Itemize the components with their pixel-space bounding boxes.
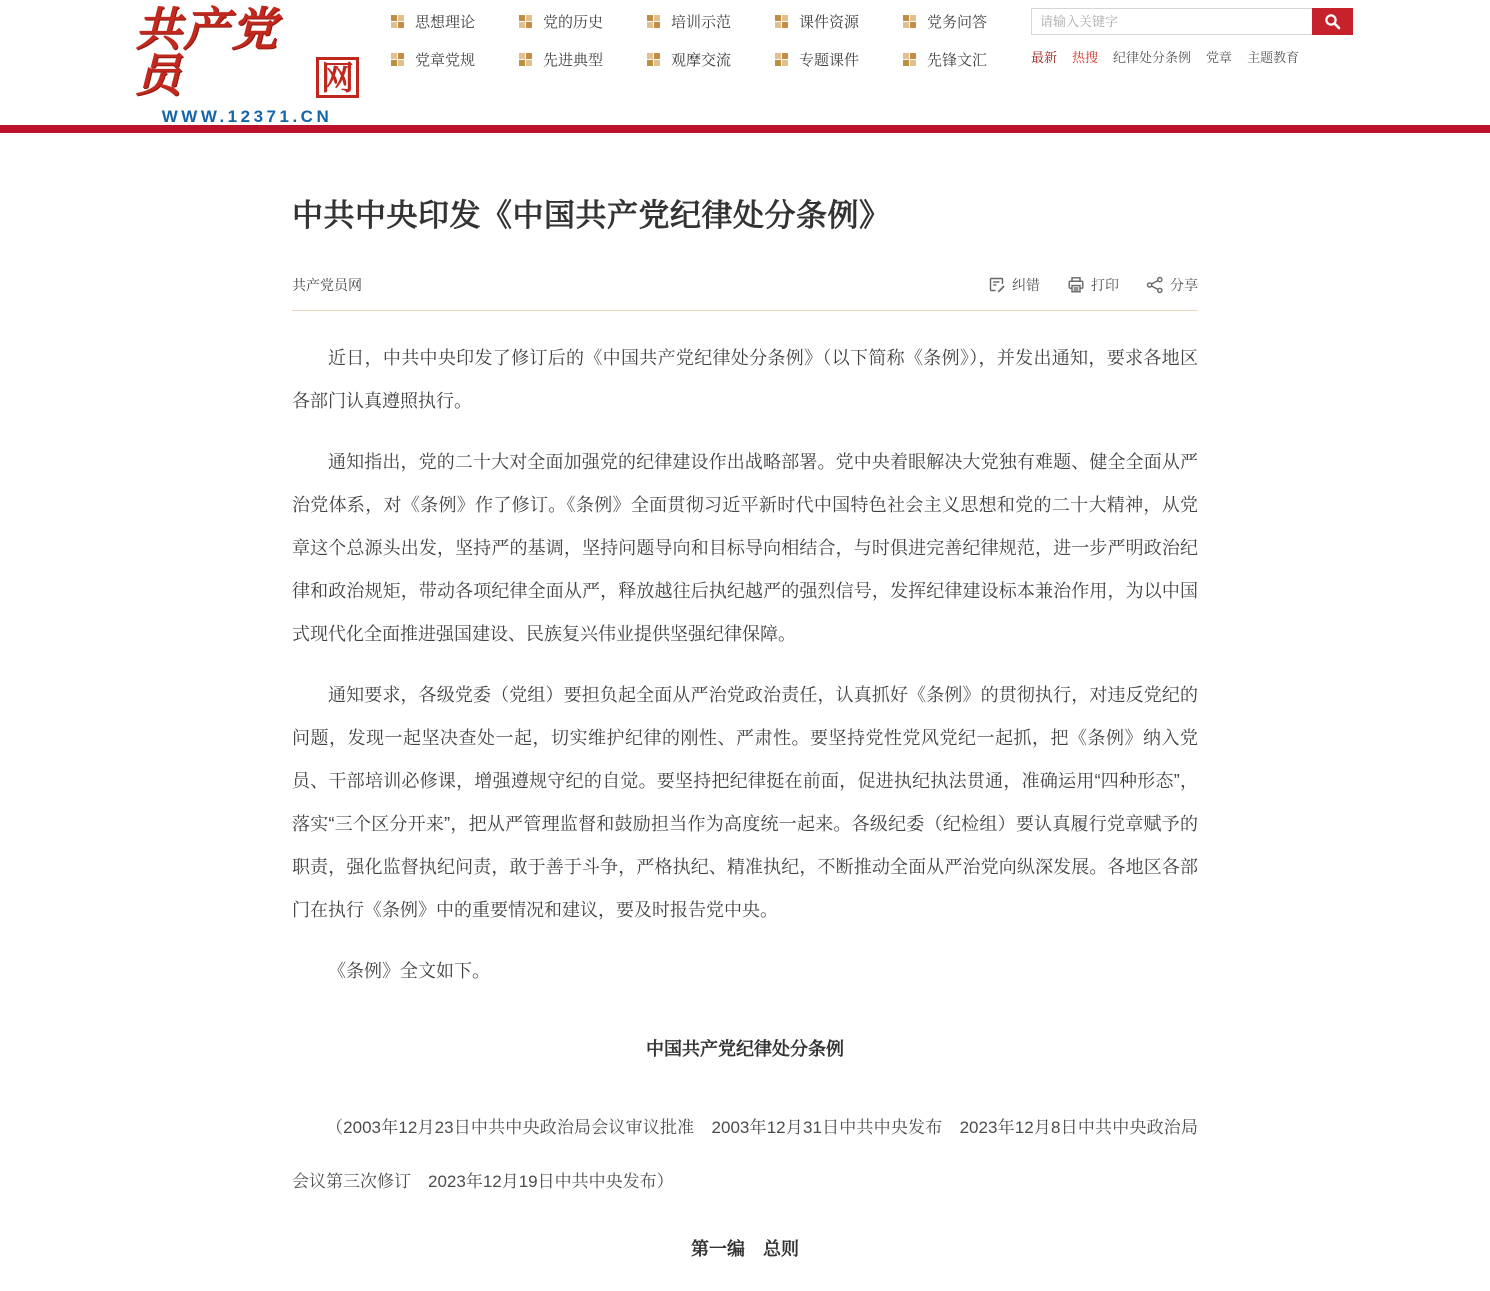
nav-item-exchange[interactable] [647,49,775,70]
logo-brand [135,3,359,101]
search-button[interactable] [1312,8,1353,35]
grid-icon [519,53,532,66]
page-title: 中共中央印发《中国共产党纪律处分条例》 [292,198,891,233]
grid-icon [391,15,404,28]
hot-link-party-constitution[interactable]: 党章 [1206,50,1233,65]
nav-item-label: 专题课件 [799,52,860,69]
nav-item-label: 思想理论 [415,14,476,31]
hot-link-trending[interactable]: 热搜 [1072,50,1099,65]
article-container [292,133,1198,1261]
paragraph-notice-points: 通知指出，党的二十大对全面加强党的纪律建设作出战略部署。党中央着眼解决大党独有难题、健全全面从严治党体系，对《条例》作了修订。《条例》全面贯彻习近平新时代中国特色社会主义思想和党的二十大精神，从党章这个总源头出发，坚持严的基调，坚持问题导向和目标导向相结合，与时俱进完善纪律规范，进一步严明政治纪律和政治规矩，带动各项纪律全面从严，释放越往后执纪越严的强烈信号，发挥纪律建设标本兼治作用，为以中国式现代化全面推进强国建设、民族复兴伟业提供坚强纪律保障。 [292,452,1198,644]
logo-brand-text: 共产党员 [135,3,279,101]
grid-icon [519,15,532,28]
correction-edit-icon [988,276,1006,294]
search-area [1031,8,1353,66]
section-heading-part-one: 第一编 总则 [691,1239,799,1259]
grid-icon [903,15,916,28]
logo-url-text: WWW.12371.CN [161,107,333,126]
share-icon [1146,276,1164,294]
nav-item-label: 党的历史 [543,14,604,31]
regulations-title: 中国共产党纪律处分条例 [646,1039,844,1059]
nav-item-label: 先进典型 [543,52,604,69]
logo-seal-character: 网 [316,57,359,98]
article-body [292,311,1198,1261]
site-header [0,0,1490,125]
nav-item-label: 观摩交流 [671,52,732,69]
share-label: 分享 [1170,277,1198,293]
paragraph-fulltext-lead: 《条例》全文如下。 [328,961,490,981]
nav-item-advanced-models[interactable] [519,49,647,70]
grid-icon [647,53,660,66]
share-button[interactable] [1146,275,1198,295]
nav-item-label: 党章党规 [415,52,476,69]
hot-link-latest[interactable]: 最新 [1031,50,1058,65]
nav-item-courseware[interactable] [775,11,903,32]
nav-item-pioneer-collection[interactable] [903,49,1031,70]
nav-item-party-history[interactable] [519,11,647,32]
nav-item-label: 党务问答 [927,14,988,31]
print-label: 打印 [1091,277,1119,293]
regulations-dates: （2003年12月23日中共中央政治局会议审议批准 2003年12月31日中共中央发布 2023年12月8日中共中央政治局会议第三次修订 2023年12月19日中共中央发布） [292,1118,1198,1191]
nav-item-training-demo[interactable] [647,11,775,32]
nav-item-ideology[interactable] [391,11,519,32]
grid-icon [647,15,660,28]
paragraph-intro: 近日，中共中央印发了修订后的《中国共产党纪律处分条例》（以下简称《条例》），并发出通知，要求各地区各部门认真遵照执行。 [292,348,1198,411]
print-button[interactable] [1067,275,1119,295]
grid-icon [903,53,916,66]
nav-item-party-affairs-qa[interactable] [903,11,1031,32]
article-source: 共产党员网 [292,277,362,293]
main-nav [391,11,1031,70]
grid-icon [391,53,404,66]
hot-link-theme-education[interactable]: 主题教育 [1247,50,1300,65]
nav-item-label: 课件资源 [799,14,860,31]
grid-icon [775,15,788,28]
nav-item-label: 培训示范 [671,14,732,31]
search-input[interactable] [1031,8,1312,35]
hot-link-discipline-regulations[interactable]: 纪律处分条例 [1113,50,1192,65]
printer-icon [1067,276,1085,294]
paragraph-notice-requirements: 通知要求，各级党委（党组）要担负起全面从严治党政治责任，认真抓好《条例》的贯彻执行，对违反党纪的问题，发现一起坚决查处一起，切实维护纪律的刚性、严肃性。要坚持党性党风党纪一起抓，把《条例》纳入党员、干部培训必修课，增强遵规守纪的自觉。要坚持把纪律挺在前面，促进执纪执法贯通，准确运用“四种形态”，落实“三个区分开来”，把从严管理监督和鼓励担当作为高度统一起来。各级纪委（纪检组）要认真履行党章赋予的职责，强化监督执纪问责，敢于善于斗争，严格执纪、精准执纪，不断推动全面从严治党向纵深发展。各地区各部门在执行《条例》中的重要情况和建议，要及时报告党中央。 [292,685,1198,920]
article-meta-row [292,275,1198,295]
hot-search-links [1031,47,1353,66]
nav-item-special-courseware[interactable] [775,49,903,70]
correction-button[interactable] [988,275,1040,295]
correction-label: 纠错 [1012,277,1040,293]
site-logo[interactable] [135,3,359,127]
nav-item-party-constitution[interactable] [391,49,519,70]
search-icon [1324,13,1341,30]
article-toolbar [988,275,1198,295]
nav-item-label: 先锋文汇 [927,52,988,69]
grid-icon [775,53,788,66]
